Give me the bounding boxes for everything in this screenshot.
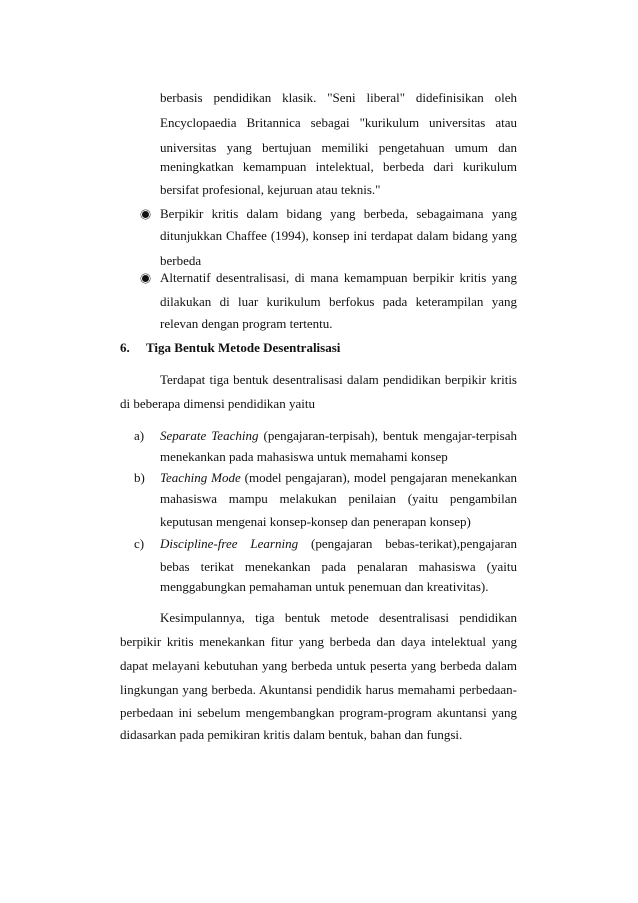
- paragraph-line: di beberapa dimensi pendidikan yaitu: [120, 396, 315, 411]
- bullet-line: Alternatif desentralisasi, di mana kemampuan berpikir kritis yang: [160, 270, 517, 285]
- intro-line: meningkatkan kemampuan intelektual, berbeda dari kurikulum: [160, 159, 517, 174]
- list-item-line: menggabungkan pemahaman untuk penemuan dan kreativitas).: [160, 579, 489, 594]
- bullet-line: berbeda: [160, 253, 202, 268]
- paragraph-line: Terdapat tiga bentuk desentralisasi dalam pendidikan berpikir kritis: [160, 372, 517, 387]
- list-marker: a): [134, 428, 145, 443]
- conclusion-line: berpikir kritis menekankan fitur yang berbeda dan daya intelektual yang: [120, 634, 517, 649]
- bullet-line: ditunjukkan Chaffee (1994), konsep ini terdapat dalam bidang yang: [160, 228, 517, 243]
- bullet-icon: [142, 211, 149, 218]
- bullet-line: relevan dengan program tertentu.: [160, 316, 333, 331]
- bullet-icon: [142, 275, 149, 282]
- list-item-line: keputusan mengenai konsep-konsep dan penerapan konsep): [160, 514, 471, 529]
- conclusion-line: dapat melayani kebutuhan yang berbeda untuk peserta yang berbeda dalam: [120, 658, 517, 673]
- bullet-line: dilakukan di luar kurikulum berfokus pada keterampilan yang: [160, 294, 517, 309]
- list-item-text: (pengajaran-terpisah), bentuk mengajar-terpisah: [258, 428, 517, 443]
- list-item-line: [160, 428, 517, 444]
- section-title: Tiga Bentuk Metode Desentralisasi: [146, 340, 341, 355]
- list-item-line: [160, 470, 517, 486]
- list-item-line: bebas terikat menekankan pada penalaran mahasiswa (yaitu: [160, 559, 517, 574]
- list-item-line: [160, 536, 517, 552]
- conclusion-line: didasarkan pada pemikiran kritis dalam bentuk, bahan dan fungsi.: [120, 727, 463, 742]
- conclusion-line: perbedaan ini sebelum mengembangkan program-program akuntansi yang: [120, 705, 517, 720]
- list-item-line: mahasiswa mampu melakukan penilaian (yaitu pengambilan: [160, 491, 517, 506]
- list-item-text: (model pengajaran), model pengajaran menekankan: [240, 470, 517, 485]
- conclusion-line: Kesimpulannya, tiga bentuk metode desentralisasi pendidikan: [160, 610, 517, 625]
- intro-line: berbasis pendidikan klasik. "Seni liberal" didefinisikan oleh: [160, 90, 517, 105]
- intro-line: Encyclopaedia Britannica sebagai "kurikulum universitas atau: [160, 115, 517, 130]
- conclusion-line: lingkungan yang berbeda. Akuntansi pendidik harus memahami perbedaan-: [120, 682, 517, 697]
- list-term: Discipline-free Learning: [160, 536, 299, 551]
- list-item-text: (pengajaran bebas-terikat),pengajaran: [298, 536, 517, 551]
- list-term: Separate Teaching: [160, 428, 259, 443]
- list-marker: c): [134, 536, 145, 551]
- list-term: Teaching Mode: [160, 470, 241, 485]
- section-number: 6.: [120, 340, 130, 355]
- intro-line: universitas yang bertujuan memiliki pengetahuan umum dan: [160, 140, 517, 155]
- list-marker: b): [134, 470, 145, 485]
- list-item-line: menekankan pada mahasiswa untuk memahami konsep: [160, 449, 448, 464]
- bullet-line: Berpikir kritis dalam bidang yang berbeda, sebagaimana yang: [160, 206, 517, 221]
- intro-line: bersifat profesional, kejuruan atau teknis.": [160, 182, 381, 197]
